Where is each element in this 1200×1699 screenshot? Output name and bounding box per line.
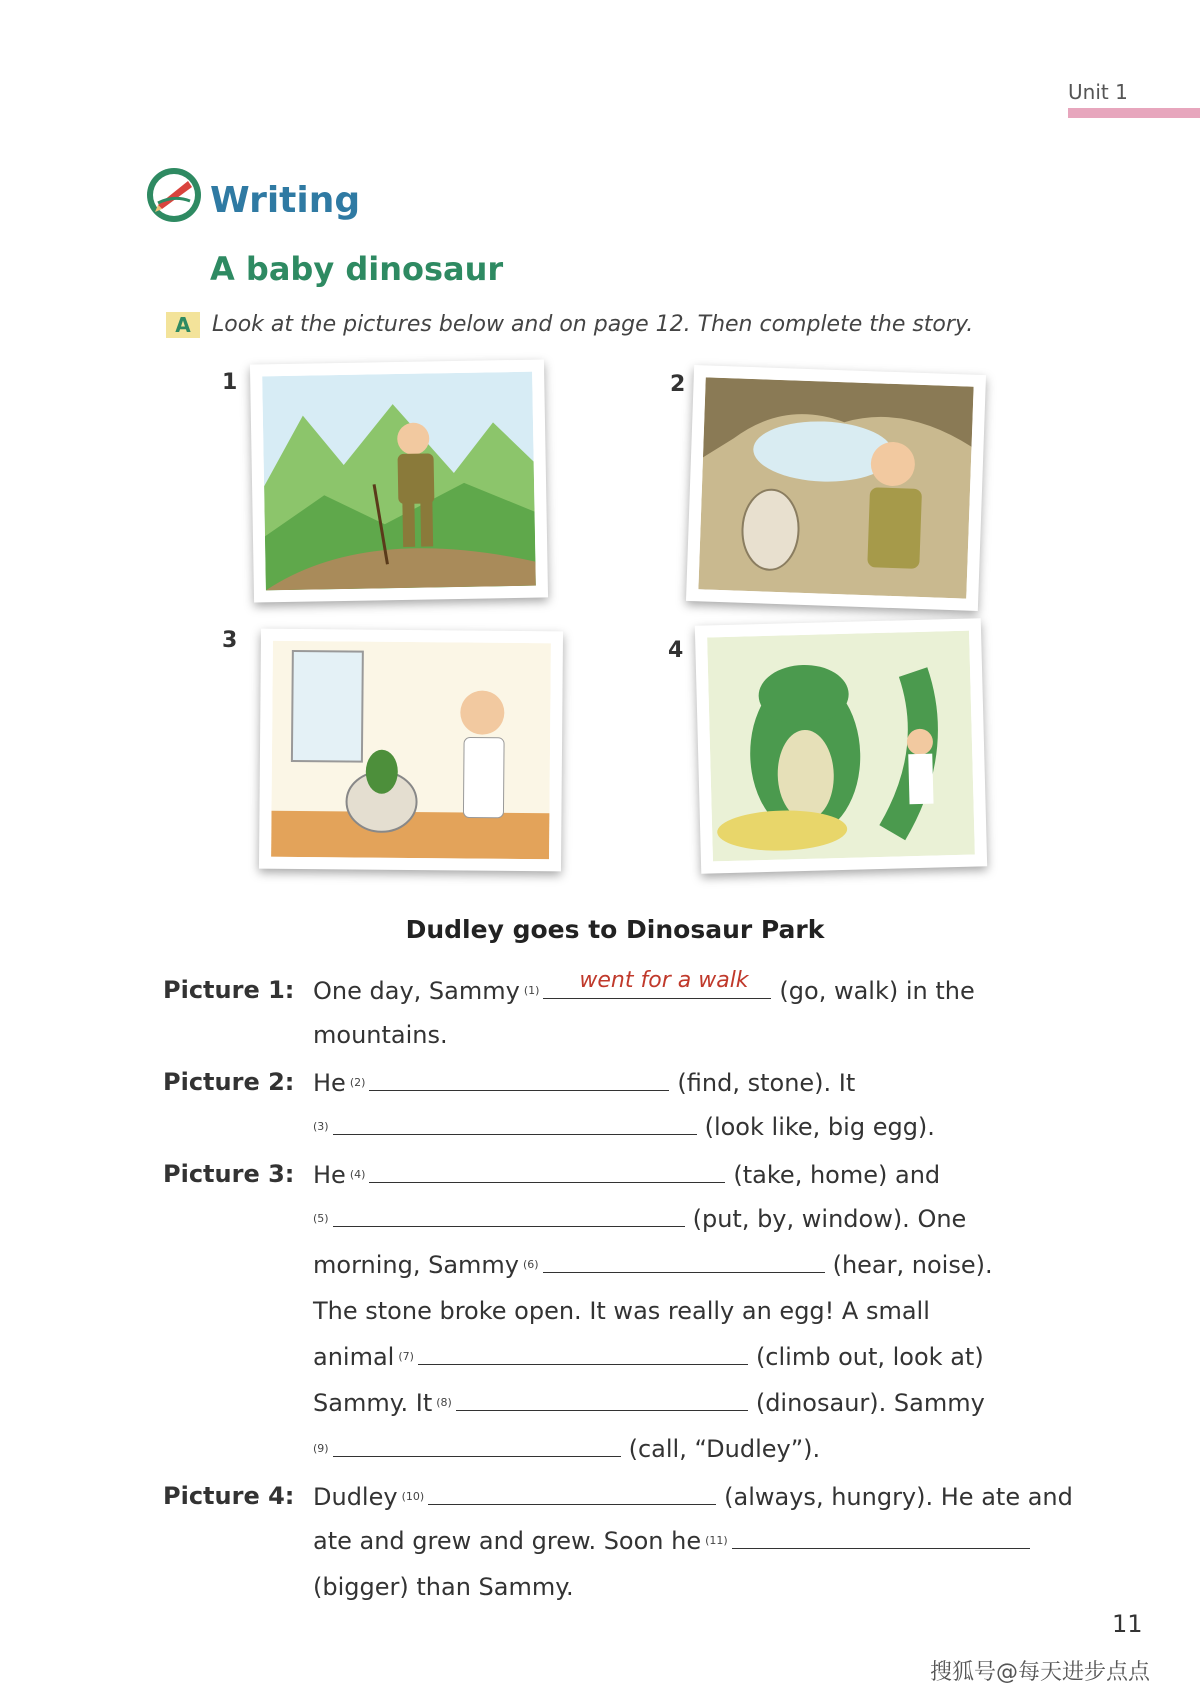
story-line [313, 1342, 984, 1372]
picture-number: 3 [222, 628, 238, 653]
story-line [313, 1296, 930, 1326]
story-text: morning, Sammy [313, 1251, 519, 1279]
story-text: mountains. [313, 1021, 448, 1049]
story-line [313, 1388, 985, 1418]
picture-label: Picture 1: [163, 976, 295, 1004]
picture-dinosaur [695, 618, 987, 873]
unit-label: Unit 1 [1068, 80, 1128, 104]
picture-stone [686, 365, 986, 611]
story-text: (take, home) and [733, 1161, 941, 1189]
story-text: Dudley [313, 1483, 398, 1511]
blank-number: (5) [313, 1212, 329, 1225]
blank-number: (8) [436, 1396, 452, 1409]
blank-number: (11) [705, 1534, 728, 1547]
story-text: (hear, noise). [832, 1251, 993, 1279]
blank-number: (10) [401, 1490, 425, 1503]
story-text: (always, hungry). He ate and [724, 1483, 1073, 1511]
stone-illustration [698, 377, 973, 598]
story-text: One day, Sammy [313, 977, 520, 1005]
unit-bar [1068, 108, 1200, 118]
story-title: Dudley goes to Dinosaur Park [405, 915, 825, 944]
pencil-icon [144, 165, 204, 225]
story-line [313, 968, 975, 1006]
blank-number: (6) [523, 1258, 539, 1271]
answer-blank[interactable] [369, 1160, 725, 1183]
picture-number: 2 [670, 372, 686, 397]
picture-number: 4 [668, 638, 684, 663]
story-text: (climb out, look at) [755, 1343, 984, 1371]
story-text: (look like, big egg). [704, 1113, 935, 1141]
blank-number: (1) [523, 984, 540, 997]
picture-hiking [250, 359, 548, 602]
story-line [313, 1482, 1073, 1512]
answer-blank[interactable] [333, 1112, 697, 1135]
story-text: (bigger) than Sammy. [313, 1573, 574, 1601]
story-line [313, 1434, 820, 1464]
picture-label: Picture 3: [163, 1160, 295, 1188]
picture-number: 1 [222, 370, 238, 395]
answer-blank[interactable] [333, 1204, 685, 1227]
story-line [313, 1526, 1038, 1556]
answer-blank[interactable] [456, 1388, 748, 1411]
blank-number: (3) [313, 1120, 329, 1133]
story-line [313, 1204, 966, 1234]
story-text: (put, by, window). One [692, 1205, 967, 1233]
task-badge: A [166, 312, 200, 338]
picture-hatching [259, 629, 563, 872]
unit-tag [1068, 80, 1200, 118]
story-text: (find, stone). It [677, 1069, 856, 1097]
dinosaur-illustration [707, 631, 975, 862]
story-text: (dinosaur). Sammy [755, 1389, 985, 1417]
blank-number: (2) [349, 1076, 366, 1089]
answer-blank[interactable] [428, 1482, 716, 1505]
story-text: (call, “Dudley”). [628, 1435, 821, 1463]
answer-blank[interactable] [732, 1526, 1030, 1549]
story-line [313, 1020, 448, 1050]
story-text: (go, walk) in the [779, 977, 975, 1005]
story-line [313, 1572, 574, 1602]
example-answer: went for a walk [579, 968, 749, 993]
answer-blank[interactable] [543, 1250, 825, 1273]
answer-blank[interactable] [369, 1068, 669, 1091]
answer-blank[interactable] [333, 1434, 621, 1457]
story-text: He [313, 1161, 346, 1189]
story-text: Sammy. It [313, 1389, 433, 1417]
answer-blank[interactable] [543, 968, 771, 999]
story-text: He [313, 1069, 346, 1097]
blank-number: (4) [349, 1168, 366, 1181]
story-line [313, 1160, 940, 1190]
story-line [313, 1068, 855, 1098]
picture-label: Picture 2: [163, 1068, 295, 1096]
story-text: animal [313, 1343, 395, 1371]
task-instruction: Look at the pictures below and on page 12. Then complete the story. [212, 312, 974, 337]
hatching-illustration [271, 641, 551, 859]
page-number: 11 [1112, 1610, 1143, 1638]
answer-blank[interactable] [418, 1342, 748, 1365]
watermark: 搜狐号@每天进步点点 [930, 1660, 1151, 1685]
hiking-illustration [262, 372, 536, 591]
section-title: Writing [210, 180, 361, 221]
picture-label: Picture 4: [163, 1482, 295, 1510]
section-subtitle: A baby dinosaur [210, 250, 504, 288]
story-line [313, 1250, 993, 1280]
blank-number: (7) [398, 1350, 414, 1363]
story-text: The stone broke open. It was really an egg! A small [313, 1297, 930, 1325]
story-line [313, 1112, 935, 1142]
blank-number: (9) [313, 1442, 329, 1455]
story-text: ate and grew and grew. Soon he [313, 1527, 702, 1555]
